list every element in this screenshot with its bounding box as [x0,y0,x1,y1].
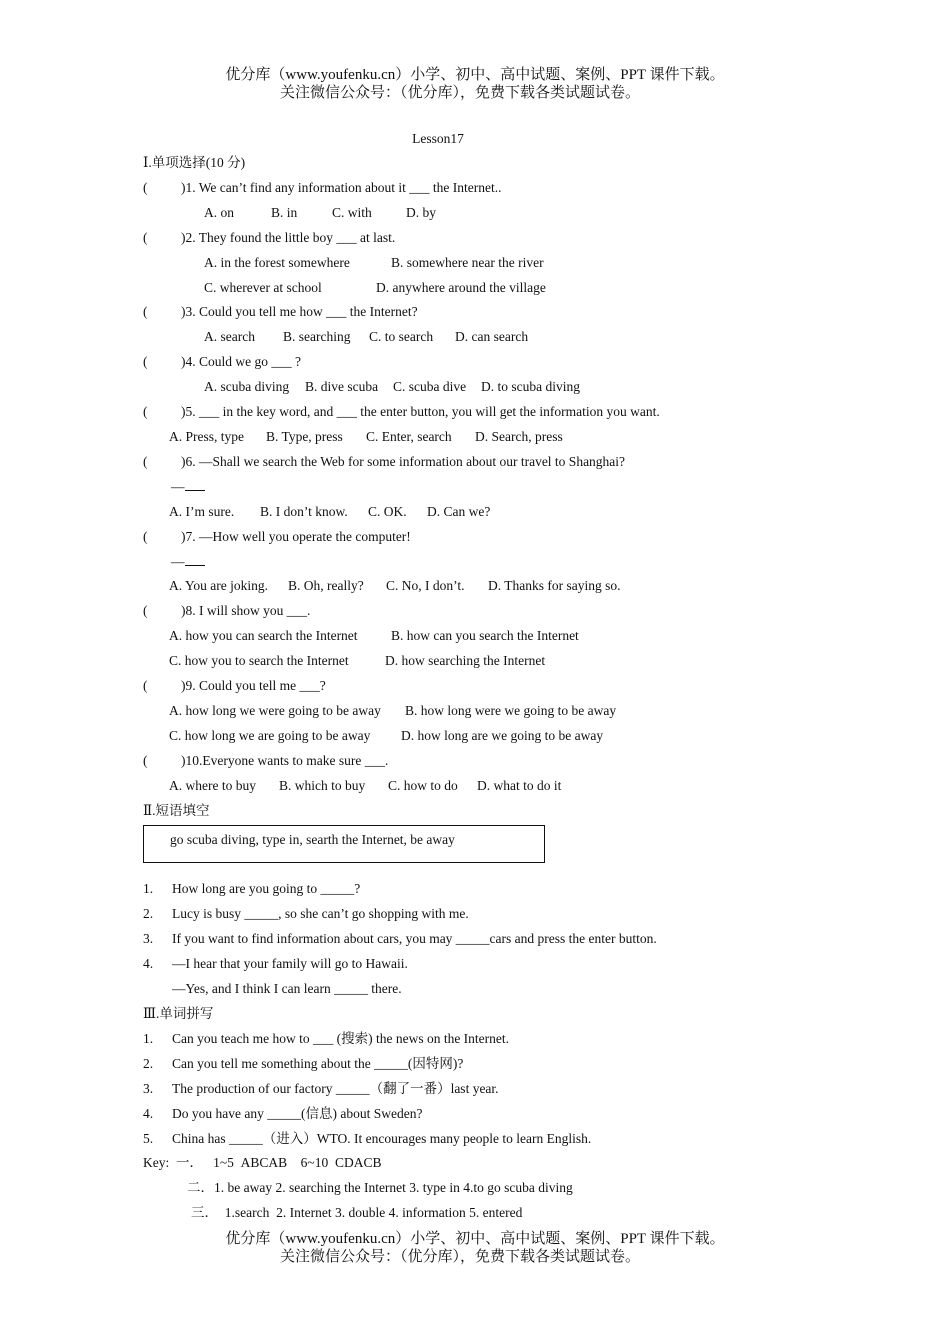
question-stem: )6. —Shall we search the Web for some information about our travel to Shanghai? [181,453,626,469]
option: B. Type, press [266,428,343,444]
option: C. No, I don’t. [386,578,465,594]
footer-ad-line2: 关注微信公众号：（优分库），免费下载各类试题试卷。 [279,1249,640,1265]
question-3 [143,300,843,325]
question-7 [143,525,843,550]
question-2 [143,226,843,251]
option: D. Search, press [475,428,563,444]
answer-paren: ( [143,304,148,320]
item-number: 2. [143,1055,154,1071]
question-6 [143,450,843,475]
option: C. wherever at school [204,279,322,295]
answer-key-line3: 三． 1.search 2. Internet 3. double 4. information 5. entered [191,1205,523,1221]
option: D. how long are we going to be away [401,727,604,743]
fill-item-4 [143,952,843,977]
footer-ad-line1: 优分库（www.youfenku.cn）小学、初中、高中试题、案例、PPT 课件下载。 [225,1231,725,1247]
question-1 [143,176,843,201]
lesson-title: Lesson17 [412,131,464,146]
option: A. in the forest somewhere [204,254,350,270]
question-8-options-ab [143,624,843,649]
question-6-options [143,500,843,525]
option: D. by [406,204,436,220]
item-text: China has _____（进入）WTO. It encourages many people to learn English. [172,1130,592,1146]
option: C. with [332,204,372,220]
option: B. which to buy [279,777,366,793]
question-6-reply [143,475,843,500]
question-8 [143,599,843,624]
item-number: 1. [143,881,154,897]
option: A. where to buy [169,777,256,793]
item-text: —I hear that your family will go to Hawaii. [172,956,408,972]
section2-heading: Ⅱ.短语填空 [143,802,210,818]
answer-blank [185,554,205,566]
fill-item-3 [143,927,843,952]
fill-item-2 [143,902,843,927]
option: A. I’m sure. [169,503,235,519]
question-stem: )4. Could we go ___ ? [181,354,301,370]
question-9-options-cd [143,724,843,749]
fill-item-1 [143,877,843,902]
item-number: 4. [143,1105,154,1121]
option: A. on [204,204,234,220]
item-text: The production of our factory _____（翻了一番）last year. [172,1080,499,1096]
option: D. to scuba diving [481,379,580,395]
question-5-options [143,425,843,450]
section1-heading: Ⅰ.单项选择(10 分) [143,155,246,170]
item-text: How long are you going to _____? [172,881,361,897]
header-ad [0,66,950,102]
item-number: 3. [143,1080,154,1096]
answer-key-line2: 二．1. be away 2. searching the Internet 3. type in 4.to go scuba diving [187,1180,573,1196]
option: C. how you to search the Internet [169,653,349,669]
question-stem: )1. We can’t find any information about it ___ the Internet.. [181,179,502,195]
spell-item-3 [143,1077,843,1102]
question-4 [143,350,843,375]
answer-blank [185,479,205,491]
option: C. to search [369,329,434,345]
option: B. how can you search the Internet [391,628,579,644]
section3-heading: Ⅲ.单词拼写 [143,1006,214,1021]
fill-item-4-reply: —Yes, and I think I can learn _____ there. [172,981,402,997]
question-3-options [143,325,843,350]
option: A. search [204,329,255,345]
option: C. Enter, search [366,428,452,444]
question-stem: )3. Could you tell me how ___ the Internet? [181,304,418,320]
question-8-options-cd [143,649,843,674]
question-stem: )9. Could you tell me ___? [181,678,326,694]
item-number: 5. [143,1130,154,1146]
option: A. You are joking. [169,578,269,594]
question-1-options [143,201,843,226]
option: A. how long we were going to be away [169,702,381,718]
option: A. scuba diving [204,379,290,395]
question-7-reply [143,550,843,575]
item-number: 4. [143,956,154,972]
answer-paren: ( [143,404,148,420]
option: B. Oh, really? [288,578,364,594]
item-number: 2. [143,906,154,922]
option: B. searching [283,329,351,345]
spell-item-1 [143,1027,843,1052]
answer-paren: ( [143,528,148,544]
option: D. can search [455,329,529,345]
spell-item-4 [143,1102,843,1127]
answer-paren: ( [143,179,148,195]
answer-paren: ( [143,678,148,694]
answer-key-line1: Key: 一． 1~5 ABCAB 6~10 CDACB [143,1155,382,1171]
question-2-options-ab [143,251,843,276]
footer-ad [0,1230,950,1266]
option: D. Thanks for saying so. [488,578,621,594]
question-stem: )5. ___ in the key word, and ___ the enter button, you will get the information you want. [181,404,660,420]
question-stem: )7. —How well you operate the computer! [181,528,411,544]
worksheet [143,126,843,1226]
question-10 [143,749,843,774]
header-ad-line1: 优分库（www.youfenku.cn）小学、初中、高中试题、案例、PPT 课件下载。 [225,67,725,83]
item-text: Can you teach me how to ___ (搜索) the news on the Internet. [172,1030,510,1046]
answer-paren: ( [143,229,148,245]
question-4-options [143,375,843,400]
answer-paren: ( [143,603,148,619]
option: D. Can we? [427,503,491,519]
option: B. I don’t know. [260,503,348,519]
item-text: Can you tell me something about the _____(因特网)? [172,1055,464,1071]
reply-dash: — [171,553,185,569]
option: B. how long were we going to be away [405,702,617,718]
option: C. OK. [368,503,407,519]
question-10-options [143,774,843,799]
answer-paren: ( [143,354,148,370]
question-stem: )8. I will show you ___. [181,603,311,619]
spell-item-5 [143,1127,843,1152]
item-number: 1. [143,1030,154,1046]
option: D. how searching the Internet [385,653,546,669]
reply-dash: — [171,478,185,494]
header-ad-line2: 关注微信公众号：（优分库），免费下载各类试题试卷。 [279,85,640,101]
option: A. Press, type [169,428,244,444]
question-9 [143,674,843,699]
option: C. how long we are going to be away [169,727,371,743]
answer-paren: ( [143,453,148,469]
phrase-box: go scuba diving, type in, searth the Internet, be away [143,825,545,863]
spell-item-2 [143,1052,843,1077]
option: C. how to do [388,777,458,793]
option: D. what to do it [477,777,562,793]
item-text: Lucy is busy _____, so she can’t go shopping with me. [172,906,469,922]
question-stem: )10.Everyone wants to make sure ___. [181,752,389,768]
question-9-options-ab [143,699,843,724]
answer-paren: ( [143,752,148,768]
question-2-options-cd [143,276,843,301]
question-7-options [143,574,843,599]
question-5 [143,400,843,425]
item-text: If you want to find information about cars, you may _____cars and press the enter button. [172,931,657,947]
question-stem: )2. They found the little boy ___ at last. [181,229,396,245]
option: B. in [271,204,298,220]
option: C. scuba dive [393,379,467,395]
option: D. anywhere around the village [376,279,546,295]
option: B. dive scuba [305,379,379,395]
option: A. how you can search the Internet [169,628,358,644]
item-text: Do you have any _____(信息) about Sweden? [172,1105,423,1121]
item-number: 3. [143,931,154,947]
option: B. somewhere near the river [391,254,544,270]
